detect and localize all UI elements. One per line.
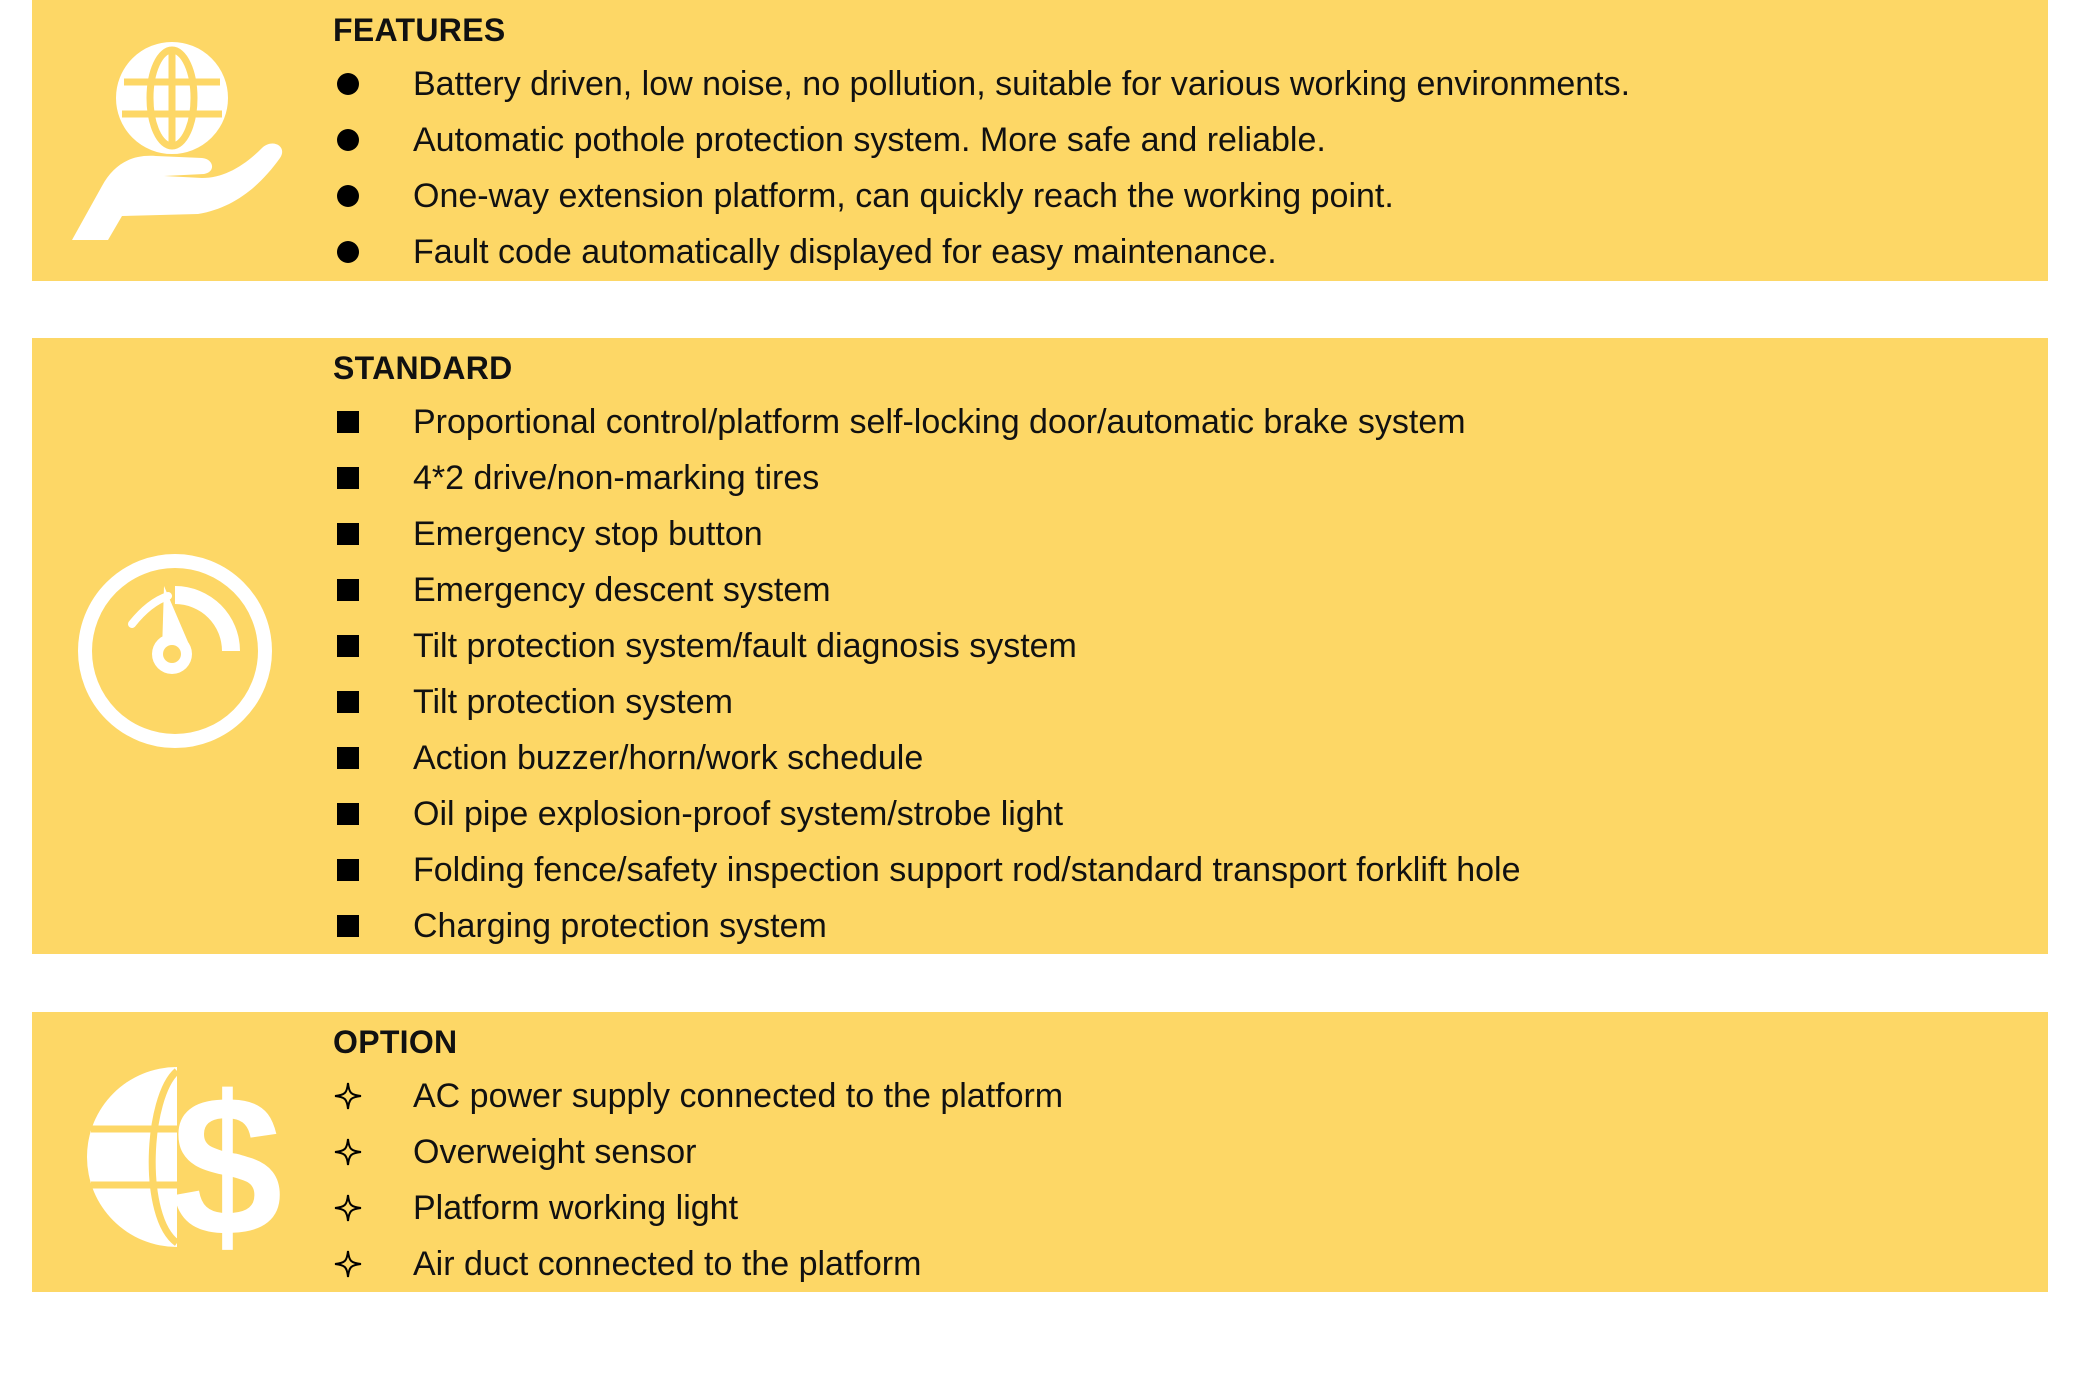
list-item: Tilt protection system/fault diagnosis system [333,618,2008,674]
list-item: 4*2 drive/non-marking tires [333,450,2008,506]
standard-title: STANDARD [333,350,513,386]
option-content [333,1022,2008,1292]
square-bullet-icon [333,730,363,786]
dot-bullet-icon [333,224,363,280]
globe-in-hand-icon [52,36,292,246]
dot-bullet-icon [333,168,363,224]
square-bullet-icon [333,618,363,674]
sparkle-bullet-icon [333,1068,363,1124]
standard-list [333,394,2008,954]
list-item: Fault code automatically displayed for easy maintenance. [333,224,2008,280]
square-bullet-icon [333,450,363,506]
list-item: Air duct connected to the platform [333,1236,2008,1292]
sparkle-bullet-icon [333,1124,363,1180]
list-item: Emergency descent system [333,562,2008,618]
sparkle-bullet-icon [333,1180,363,1236]
list-item: One-way extension platform, can quickly reach the working point. [333,168,2008,224]
standard-content [333,348,2008,954]
features-list [333,56,2008,280]
list-item: Automatic pothole protection system. More safe and reliable. [333,112,2008,168]
list-item: Battery driven, low noise, no pollution, suitable for various working environments. [333,56,2008,112]
square-bullet-icon [333,786,363,842]
square-bullet-icon [333,674,363,730]
list-item: Overweight sensor [333,1124,2008,1180]
list-item: Folding fence/safety inspection support rod/standard transport forklift hole [333,842,2008,898]
gauge-icon [70,546,280,756]
option-section [32,1012,2048,1292]
standard-section [32,338,2048,954]
list-item: AC power supply connected to the platform [333,1068,2008,1124]
list-item: Emergency stop button [333,506,2008,562]
option-title: OPTION [333,1024,458,1060]
svg-text:$: $ [171,1057,283,1257]
list-item: Platform working light [333,1180,2008,1236]
dot-bullet-icon [333,56,363,112]
dot-bullet-icon [333,112,363,168]
option-list [333,1068,2008,1292]
square-bullet-icon [333,394,363,450]
globe-dollar-icon [77,1057,287,1257]
features-content [333,10,2008,280]
features-section [32,0,2048,281]
square-bullet-icon [333,842,363,898]
list-item: Action buzzer/horn/work schedule [333,730,2008,786]
features-title: FEATURES [333,12,506,48]
list-item: Tilt protection system [333,674,2008,730]
list-item: Proportional control/platform self-locking door/automatic brake system [333,394,2008,450]
square-bullet-icon [333,506,363,562]
sparkle-bullet-icon [333,1236,363,1292]
list-item: Oil pipe explosion-proof system/strobe light [333,786,2008,842]
list-item: Charging protection system [333,898,2008,954]
square-bullet-icon [333,562,363,618]
square-bullet-icon [333,898,363,954]
